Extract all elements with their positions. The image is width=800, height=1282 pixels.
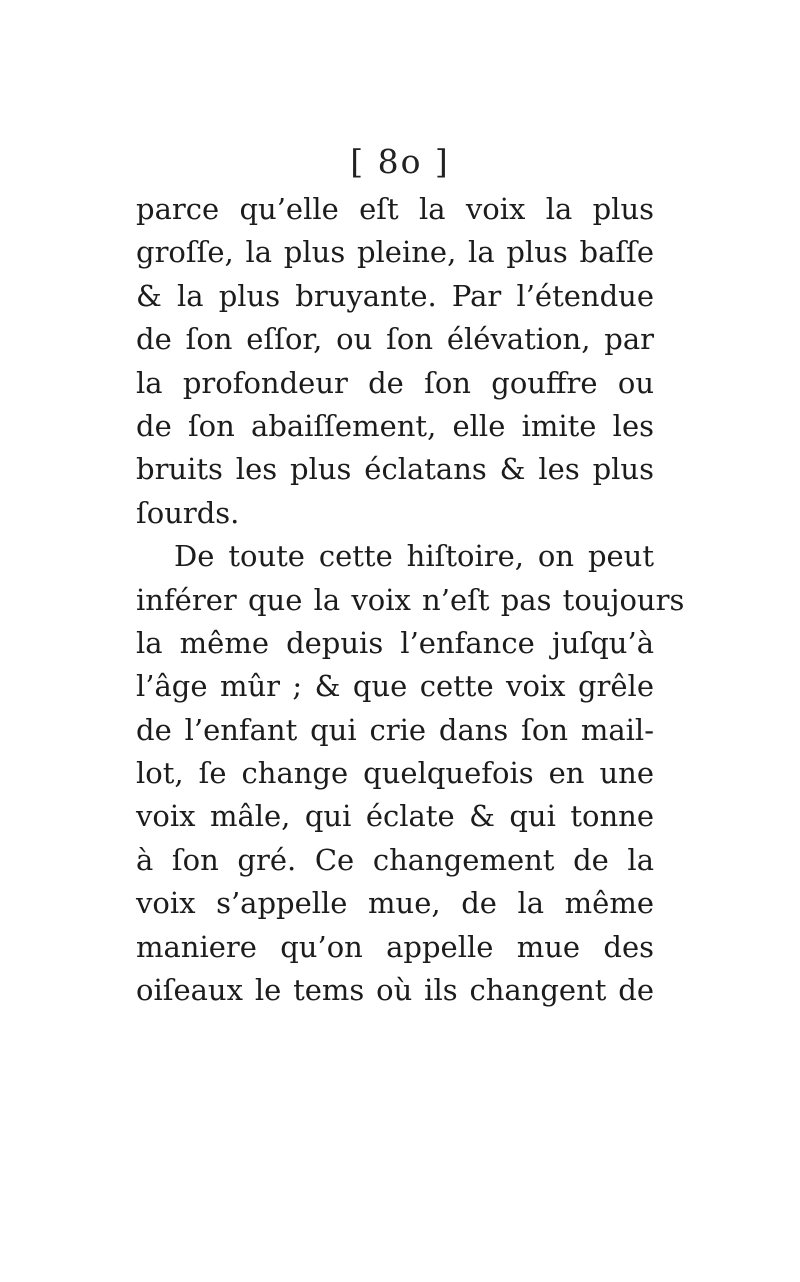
paragraph-2	[136, 535, 685, 1012]
text-line: la profondeur de ſon gouffre ou	[136, 365, 654, 400]
text-line: de l’enfant qui crie dans ſon mail-	[136, 712, 654, 747]
text-line: à ſon gré. Ce changement de la	[136, 842, 654, 877]
text-line: groſſe, la plus pleine, la plus baſſe	[136, 235, 654, 270]
text-line: voix s’appelle mue, de la même	[136, 886, 654, 921]
text-line: voix mâle, qui éclate & qui tonne	[136, 799, 654, 834]
text-line: de ſon abaiſſement, elle imite les	[136, 408, 654, 443]
text-line: l’âge mûr ; & que cette voix grêle	[136, 669, 654, 704]
text-line: inférer que la voix n’eſt pas toujours	[136, 582, 685, 617]
text-line: de ſon eſſor, ou ſon élévation, par	[136, 322, 654, 357]
text-line: bruits les plus éclatans & les plus	[136, 452, 654, 487]
text-block	[136, 188, 685, 1012]
text-line: & la plus bruyante. Par l’étendue	[136, 278, 654, 313]
text-line: lot, ſe change quelquefois en une	[136, 756, 654, 791]
paragraph-1	[136, 188, 654, 535]
text-line: maniere qu’on appelle mue des	[136, 929, 654, 964]
text-line: la même depuis l’enfance juſqu’à	[136, 625, 654, 660]
text-line: De toute cette hiſtoire, on peut	[174, 539, 654, 574]
text-line: parce qu’elle eſt la voix la plus	[136, 192, 654, 226]
text-line: oiſeaux le tems où ils changent de	[136, 973, 654, 1008]
page-number: [ 8o ]	[350, 142, 450, 181]
text-line: ſourds.	[136, 495, 240, 530]
